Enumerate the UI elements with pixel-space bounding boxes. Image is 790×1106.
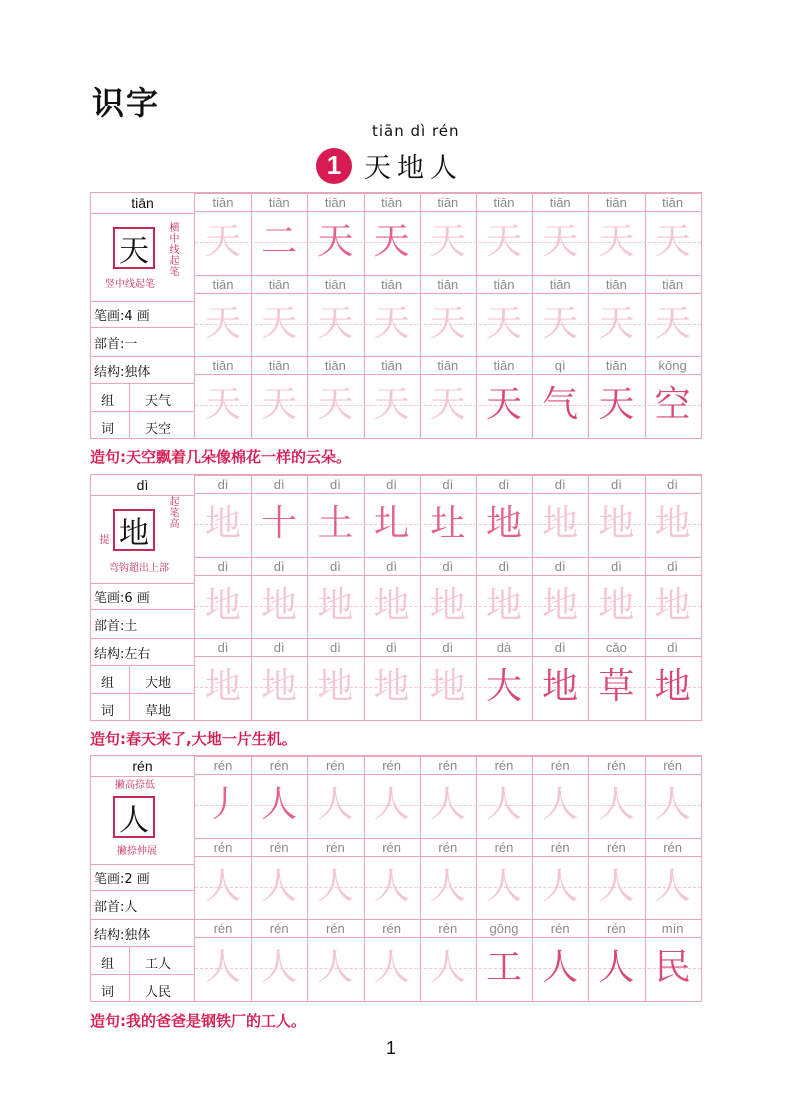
cell-pinyin: dì bbox=[442, 559, 454, 574]
writing-cell[interactable]: 地 bbox=[204, 666, 241, 707]
cell-pinyin: tiān bbox=[381, 277, 403, 292]
grid-line bbox=[195, 937, 701, 938]
writing-cell[interactable]: 人 bbox=[317, 784, 354, 825]
stroke-count-label: 笔画:4 画 bbox=[91, 301, 194, 327]
example-sentence: 造句:春天来了,大地一片生机。 bbox=[90, 730, 297, 748]
writing-cell[interactable]: 天 bbox=[261, 303, 298, 344]
radical-label: 部首:土 bbox=[91, 609, 194, 638]
cell-pinyin: dì bbox=[667, 559, 679, 574]
grid-line bbox=[195, 856, 701, 857]
writing-tip: 竖中线起笔 bbox=[105, 279, 155, 290]
writing-tip: 提 bbox=[99, 535, 110, 546]
cell-pinyin: tiān bbox=[605, 358, 627, 373]
writing-cell[interactable]: 人 bbox=[261, 784, 298, 825]
writing-cell[interactable]: 民 bbox=[654, 947, 691, 988]
writing-cell[interactable]: 人 bbox=[204, 947, 241, 988]
lesson-number-badge: 1 bbox=[316, 148, 352, 184]
model-character-box: 天 bbox=[113, 227, 155, 269]
page-number: 1 bbox=[386, 1038, 397, 1058]
writing-cell[interactable]: 天 bbox=[261, 384, 298, 425]
word-group bbox=[91, 665, 194, 721]
writing-cell[interactable]: 十 bbox=[261, 503, 298, 544]
writing-cell[interactable]: 地 bbox=[485, 503, 522, 544]
writing-cell[interactable]: 地 bbox=[317, 666, 354, 707]
cell-pinyin: tiān bbox=[605, 277, 627, 292]
writing-cell[interactable]: 天 bbox=[598, 221, 635, 262]
grid-line bbox=[195, 756, 701, 757]
writing-cell[interactable]: 地 bbox=[204, 585, 241, 626]
divider bbox=[91, 693, 194, 694]
writing-block-2 bbox=[90, 474, 702, 721]
word-label-ci: 词 bbox=[101, 985, 115, 1000]
writing-cell[interactable]: 天 bbox=[373, 303, 410, 344]
cell-pinyin: rén bbox=[269, 840, 289, 855]
writing-cell[interactable]: 人 bbox=[429, 947, 466, 988]
cell-pinyin: rén bbox=[269, 758, 289, 773]
grid-line bbox=[195, 656, 701, 657]
character-info-panel bbox=[91, 475, 195, 720]
cell-pinyin: rén bbox=[663, 840, 682, 855]
writing-cell[interactable]: 天 bbox=[542, 221, 579, 262]
writing-cell[interactable]: 地 bbox=[542, 585, 579, 626]
writing-cell[interactable]: 人 bbox=[261, 866, 298, 907]
cell-pinyin: rén bbox=[606, 758, 626, 773]
writing-cell[interactable]: 天 bbox=[317, 221, 354, 262]
grid-line bbox=[195, 638, 701, 639]
writing-cell[interactable]: 地 bbox=[654, 503, 691, 544]
word: 人民 bbox=[145, 985, 172, 1000]
writing-cell[interactable]: 天 bbox=[598, 303, 635, 344]
cell-pinyin: dà bbox=[496, 640, 512, 655]
cell-pinyin: dì bbox=[329, 559, 341, 574]
writing-cell[interactable]: 天 bbox=[485, 384, 522, 425]
grid-line bbox=[195, 193, 701, 194]
cell-pinyin: tiān bbox=[324, 195, 346, 210]
grid-line bbox=[195, 919, 701, 920]
writing-cell[interactable]: 二 bbox=[261, 221, 298, 262]
writing-cell[interactable]: 天 bbox=[429, 303, 466, 344]
character-pinyin: tiān bbox=[131, 195, 154, 211]
example-sentence: 造句:天空飘着几朵像棉花一样的云朵。 bbox=[90, 448, 352, 466]
cell-pinyin: tiān bbox=[212, 277, 234, 292]
cell-pinyin: tiān bbox=[268, 277, 290, 292]
word-group bbox=[91, 383, 194, 439]
radical-label: 部首:人 bbox=[91, 890, 194, 919]
grid-line bbox=[195, 293, 701, 294]
cell-pinyin: dì bbox=[498, 477, 510, 492]
cell-pinyin: dì bbox=[667, 477, 679, 492]
writing-cell[interactable]: 地 bbox=[261, 666, 298, 707]
writing-cell[interactable]: 人 bbox=[542, 784, 579, 825]
word-label-ci: 词 bbox=[101, 704, 115, 719]
cell-pinyin: tiān bbox=[268, 358, 290, 373]
grid-line bbox=[195, 838, 701, 839]
writing-tip: 弯钩超出上部 bbox=[109, 563, 169, 574]
stroke-count-label: 笔画:2 画 bbox=[91, 864, 194, 890]
writing-cell[interactable]: 草 bbox=[598, 666, 635, 707]
writing-cell[interactable]: 人 bbox=[317, 866, 354, 907]
writing-grid bbox=[195, 193, 701, 438]
writing-cell[interactable]: 天 bbox=[204, 221, 241, 262]
cell-pinyin: rén bbox=[663, 758, 682, 773]
cell-pinyin: tiān bbox=[381, 195, 403, 210]
writing-cell[interactable]: 天 bbox=[542, 303, 579, 344]
cell-pinyin: tiān bbox=[493, 195, 515, 210]
writing-cell[interactable]: 人 bbox=[598, 784, 635, 825]
word-group bbox=[91, 946, 194, 1002]
cell-pinyin: rén bbox=[213, 840, 233, 855]
cell-pinyin: rén bbox=[606, 921, 626, 936]
writing-cell[interactable]: 人 bbox=[373, 866, 410, 907]
cell-pinyin: tiān bbox=[493, 358, 515, 373]
writing-cell[interactable]: 人 bbox=[429, 866, 466, 907]
cell-pinyin: tiān bbox=[268, 195, 290, 210]
writing-cell[interactable]: 地 bbox=[542, 503, 579, 544]
writing-cell[interactable]: 天 bbox=[429, 221, 466, 262]
grid-line bbox=[195, 475, 701, 476]
cell-pinyin: rén bbox=[213, 921, 233, 936]
cell-pinyin: rén bbox=[269, 921, 289, 936]
cell-pinyin: dì bbox=[329, 640, 341, 655]
word-label-ci: 词 bbox=[101, 422, 115, 437]
cell-pinyin: dì bbox=[554, 559, 566, 574]
writing-cell[interactable]: 人 bbox=[654, 784, 691, 825]
writing-cell[interactable]: 人 bbox=[429, 784, 466, 825]
writing-cell[interactable]: 圵 bbox=[429, 503, 466, 544]
cell-pinyin: dì bbox=[554, 640, 566, 655]
cell-pinyin: rén bbox=[213, 758, 233, 773]
writing-grid bbox=[195, 756, 701, 1001]
cell-pinyin: tiān bbox=[549, 277, 571, 292]
writing-cell[interactable]: 人 bbox=[373, 947, 410, 988]
cell-pinyin: dì bbox=[386, 559, 398, 574]
writing-cell[interactable]: 天 bbox=[204, 303, 241, 344]
cell-pinyin: rén bbox=[494, 758, 514, 773]
cell-pinyin: tiān bbox=[549, 195, 571, 210]
cell-pinyin: rén bbox=[325, 758, 345, 773]
writing-cell[interactable]: 地 bbox=[429, 585, 466, 626]
cell-pinyin: rén bbox=[438, 840, 458, 855]
writing-cell[interactable]: 人 bbox=[598, 866, 635, 907]
cell-pinyin: tiān bbox=[605, 195, 627, 210]
word-label-zu: 组 bbox=[101, 394, 115, 409]
structure-label: 结构:独体 bbox=[91, 356, 194, 383]
writing-cell[interactable]: 地 bbox=[204, 503, 241, 544]
writing-cell[interactable]: 人 bbox=[654, 866, 691, 907]
divider bbox=[91, 776, 194, 777]
cell-pinyin: mín bbox=[661, 921, 684, 936]
cell-pinyin: tiān bbox=[212, 195, 234, 210]
writing-cell[interactable]: 大 bbox=[485, 666, 522, 707]
writing-cell[interactable]: 丿 bbox=[204, 784, 241, 825]
character-info-panel bbox=[91, 756, 195, 1001]
writing-cell[interactable]: 天 bbox=[204, 384, 241, 425]
grid-line bbox=[195, 774, 701, 775]
cell-pinyin: rén bbox=[606, 840, 626, 855]
writing-tip: 横中线起笔 bbox=[169, 223, 180, 278]
structure-label: 结构:左右 bbox=[91, 638, 194, 665]
cell-pinyin: rén bbox=[325, 921, 345, 936]
writing-cell[interactable]: 地 bbox=[317, 585, 354, 626]
writing-cell[interactable]: 地 bbox=[485, 585, 522, 626]
stroke-count-label: 笔画:6 画 bbox=[91, 583, 194, 609]
lesson-pinyin: tiān dì rén bbox=[372, 122, 460, 140]
character-pinyin: dì bbox=[136, 477, 149, 493]
writing-cell[interactable]: 地 bbox=[654, 666, 691, 707]
cell-pinyin: tiān bbox=[324, 277, 346, 292]
example-sentence: 造句:我的爸爸是钢铁厂的工人。 bbox=[90, 1012, 307, 1030]
writing-cell[interactable]: 天 bbox=[485, 303, 522, 344]
grid-line bbox=[195, 275, 701, 276]
grid-line bbox=[195, 211, 701, 212]
character-info-panel bbox=[91, 193, 195, 438]
grid-line bbox=[195, 575, 701, 576]
cell-pinyin: rén bbox=[494, 840, 514, 855]
character-pinyin: rén bbox=[132, 758, 153, 774]
writing-cell[interactable]: 人 bbox=[204, 866, 241, 907]
word: 大地 bbox=[145, 676, 172, 691]
writing-cell[interactable]: 地 bbox=[598, 503, 635, 544]
cell-pinyin: tiān bbox=[381, 358, 403, 373]
structure-label: 结构:独体 bbox=[91, 919, 194, 946]
cell-pinyin: tiān bbox=[212, 358, 234, 373]
grid-line bbox=[195, 557, 701, 558]
writing-cell[interactable]: 天 bbox=[429, 384, 466, 425]
cell-pinyin: tiān bbox=[493, 277, 515, 292]
writing-cell[interactable]: 空 bbox=[654, 384, 691, 425]
writing-tip: 撇高捺低 bbox=[115, 780, 155, 791]
writing-cell[interactable]: 人 bbox=[598, 947, 635, 988]
cell-pinyin: rén bbox=[550, 921, 570, 936]
writing-cell[interactable]: 人 bbox=[485, 866, 522, 907]
word: 工人 bbox=[145, 957, 172, 972]
divider bbox=[91, 411, 194, 412]
cell-pinyin: rén bbox=[325, 840, 345, 855]
grid-line bbox=[195, 356, 701, 357]
cell-pinyin: tiān bbox=[662, 277, 684, 292]
cell-pinyin: dì bbox=[273, 559, 285, 574]
radical-label: 部首:一 bbox=[91, 327, 194, 356]
writing-cell[interactable]: 地 bbox=[542, 666, 579, 707]
writing-grid bbox=[195, 475, 701, 720]
cell-pinyin: qì bbox=[554, 358, 566, 373]
writing-cell[interactable]: 地 bbox=[598, 585, 635, 626]
cell-pinyin: rén bbox=[382, 758, 401, 773]
writing-cell[interactable]: 地 bbox=[654, 585, 691, 626]
cell-pinyin: dì bbox=[273, 640, 285, 655]
writing-cell[interactable]: 天 bbox=[373, 384, 410, 425]
page-heading: 识字 bbox=[92, 84, 161, 122]
cell-pinyin: rén bbox=[438, 758, 458, 773]
cell-pinyin: tiān bbox=[437, 358, 459, 373]
cell-pinyin: dì bbox=[442, 477, 454, 492]
writing-cell[interactable]: 圠 bbox=[373, 503, 410, 544]
word: 天气 bbox=[145, 394, 172, 409]
writing-cell[interactable]: 天 bbox=[654, 221, 691, 262]
cell-pinyin: dì bbox=[217, 559, 229, 574]
writing-cell[interactable]: 气 bbox=[542, 384, 579, 425]
cell-pinyin: dì bbox=[273, 477, 285, 492]
cell-pinyin: dì bbox=[667, 640, 679, 655]
writing-cell[interactable]: 天 bbox=[598, 384, 635, 425]
writing-cell[interactable]: 人 bbox=[542, 866, 579, 907]
cell-pinyin: rén bbox=[438, 921, 458, 936]
grid-line bbox=[195, 493, 701, 494]
word-label-zu: 组 bbox=[101, 676, 115, 691]
cell-pinyin: rén bbox=[550, 758, 570, 773]
cell-pinyin: rén bbox=[382, 840, 401, 855]
cell-pinyin: tiān bbox=[324, 358, 346, 373]
cell-pinyin: dì bbox=[386, 477, 398, 492]
writing-cell[interactable]: 人 bbox=[542, 947, 579, 988]
cell-pinyin: tiān bbox=[437, 195, 459, 210]
cell-pinyin: gōng bbox=[489, 921, 519, 936]
writing-tip: 起笔高 bbox=[169, 497, 180, 530]
word: 天空 bbox=[145, 422, 172, 437]
word: 草地 bbox=[145, 704, 172, 719]
cell-pinyin: dì bbox=[610, 559, 622, 574]
writing-cell[interactable]: 地 bbox=[373, 585, 410, 626]
writing-cell[interactable]: 天 bbox=[373, 221, 410, 262]
cell-pinyin: dì bbox=[554, 477, 566, 492]
cell-pinyin: rén bbox=[382, 921, 401, 936]
writing-cell[interactable]: 人 bbox=[317, 947, 354, 988]
cell-pinyin: dì bbox=[217, 640, 229, 655]
writing-tip: 撇捺伸展 bbox=[117, 846, 157, 857]
cell-pinyin: dì bbox=[498, 559, 510, 574]
cell-pinyin: tiān bbox=[437, 277, 459, 292]
writing-cell[interactable]: 地 bbox=[429, 666, 466, 707]
cell-pinyin: rén bbox=[550, 840, 570, 855]
writing-cell[interactable]: 地 bbox=[373, 666, 410, 707]
lesson-title bbox=[316, 146, 463, 185]
writing-cell[interactable]: 天 bbox=[317, 384, 354, 425]
cell-pinyin: cǎo bbox=[605, 640, 627, 655]
writing-cell[interactable]: 土 bbox=[317, 503, 354, 544]
cell-pinyin: dì bbox=[329, 477, 341, 492]
writing-cell[interactable]: 人 bbox=[485, 784, 522, 825]
model-character-box: 地 bbox=[113, 509, 155, 551]
writing-block-1 bbox=[90, 192, 702, 439]
cell-pinyin: dì bbox=[217, 477, 229, 492]
writing-cell[interactable]: 人 bbox=[261, 947, 298, 988]
cell-pinyin: dì bbox=[442, 640, 454, 655]
writing-cell[interactable]: 地 bbox=[261, 585, 298, 626]
writing-cell[interactable]: 工 bbox=[485, 947, 522, 988]
writing-cell[interactable]: 人 bbox=[373, 784, 410, 825]
divider bbox=[91, 974, 194, 975]
divider bbox=[91, 213, 194, 214]
lesson-characters: 天地人 bbox=[364, 153, 463, 184]
writing-cell[interactable]: 天 bbox=[485, 221, 522, 262]
grid-line bbox=[195, 374, 701, 375]
divider bbox=[91, 495, 194, 496]
writing-cell[interactable]: 天 bbox=[317, 303, 354, 344]
writing-cell[interactable]: 天 bbox=[654, 303, 691, 344]
cell-pinyin: kōng bbox=[658, 358, 687, 373]
model-character-box: 人 bbox=[113, 796, 155, 838]
cell-pinyin: dì bbox=[386, 640, 398, 655]
writing-block-3 bbox=[90, 755, 702, 1002]
cell-pinyin: tiān bbox=[662, 195, 684, 210]
cell-pinyin: dì bbox=[610, 477, 622, 492]
word-label-zu: 组 bbox=[101, 957, 115, 972]
